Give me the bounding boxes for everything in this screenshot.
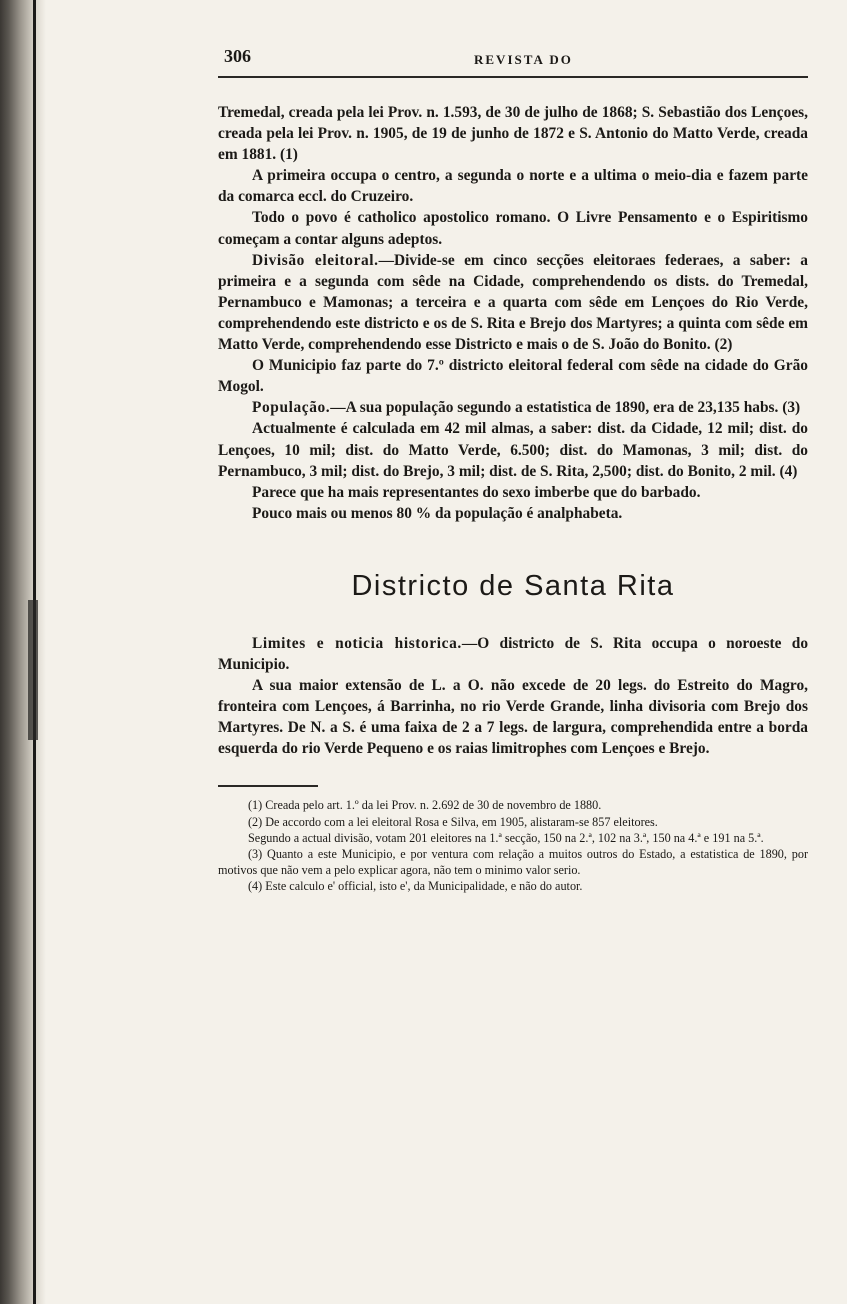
paragraph-districto-federal: O Municipio faz parte do 7.º districto eleitoral federal com sêde na cidade do Grão Mogol. [218, 357, 808, 396]
paragraph-extensao: A sua maior extensão de L. a O. não excede de 20 legs. do Estreito do Magro, fronteira com Lençoes, á Barrinha, no rio Verde Grande, linha divisoria com Brejo dos Martyres. De N. a S. é uma faixa de 2 a 7 legs. de largura, comprehendida entre a borda esquerda do rio Verde Pequeno e os raias limitrophes com Lençoes e Brejo. [218, 677, 808, 758]
paragraph-sexo: Parece que ha mais representantes do sexo imberbe que do barbado. [252, 483, 701, 501]
paragraph-analphabeta: Pouco mais ou menos 80 % da população é analphabeta. [252, 504, 623, 522]
heading-populacao: População. [252, 399, 331, 417]
paragraph-occupa: A primeira occupa o centro, a segunda o norte e a ultima o meio-dia e fazem parte da comarca eccl. do Cruzeiro. [218, 167, 808, 206]
footnote-1: (1) Creada pelo art. 1.º da lei Prov. n. 2.692 de 30 de novembro de 1880. [248, 798, 602, 813]
limites-text: —O districto de S. Rita occupa o noroeste do Municipio. [218, 634, 809, 673]
paragraph-tremedal: Tremedal, creada pela lei Prov. n. 1.593, de 30 de julho de 1868; S. Sebastião dos Lençoes, creada pela lei Prov. n. 1905, de 19 de junho de 1872 e S. Antonio do Matto Verde, creada em 1881. (1) [218, 104, 808, 164]
footnote-3: (3) Quanto a este Municipio, e por ventura com relação a muitos outros do Estado, a estatistica de 1890, por motivos que não vem a pelo explicar agora, não tem o minimo valor serio. [218, 847, 808, 878]
binding-spine-mark [28, 600, 38, 740]
footnote-2-continued: Segundo a actual divisão, votam 201 eleitores na 1.ª secção, 150 na 2.ª, 102 na 3.ª, 150 na 4.ª e 191 na 5.ª. [248, 830, 764, 845]
paragraph-populacao [218, 397, 808, 418]
footnotes [218, 797, 808, 894]
heading-divisao-eleitoral: Divisão eleitoral. [252, 251, 379, 269]
page-number: 306 [224, 46, 251, 66]
document-page [218, 36, 808, 895]
paragraph-limites [218, 633, 808, 675]
page-binding-edge [0, 0, 46, 1304]
heading-limites: Limites e noticia historica. [252, 634, 462, 652]
page-header [218, 36, 808, 78]
footnote-2: (2) De accordo com a lei eleitoral Rosa e Silva, em 1905, alistaram-se 857 eleitores. [248, 814, 658, 829]
section-title: Districto de Santa Rita [351, 569, 675, 602]
populacao-text: —A sua população segundo a estatistica de 1890, era de 23,135 habs. (3) [330, 399, 801, 417]
divisao-eleitoral-text: —Divide-se em cinco secções eleitoraes federaes, a saber: a primeira e a segunda com sêde na Cidade, comprehendendo os dists. do Tremedal, Pernambuco e Mamonas; a terceira e a quarta com sêde em Lençoes do Rio Verde, comprehendendo este districto e os de S. Rita e Brejo dos Martyres; a quinta com sêde em Matto Verde, comprehendendo esse Districto e mais o de S. João do Bonito. (2) [218, 251, 809, 354]
footnote-divider [218, 785, 318, 787]
paragraph-religiao: Todo o povo é catholico apostolico romano. O Livre Pensamento e o Espiritismo começam a contar alguns adeptos. [218, 209, 808, 248]
footnote-4: (4) Este calculo e' official, isto e', da Municipalidade, e não do autor. [248, 879, 583, 894]
running-head: REVISTA DO [474, 52, 573, 67]
body-text [218, 102, 808, 524]
paragraph-calculo-atual: Actualmente é calculada em 42 mil almas, a saber: dist. da Cidade, 12 mil; dist. do Lençoes, 10 mil; dist. do Matto Verde, 6.500; dist. do Mamonas, 3 mil; dist. do Pernambuco, 3 mil; dist. do Brejo, 3 mil; dist. de S. Rita, 2,500; dist. do Bonito, 2 mil. (4) [218, 420, 808, 480]
paragraph-divisao-eleitoral [218, 250, 808, 355]
section-body-text [218, 633, 808, 760]
